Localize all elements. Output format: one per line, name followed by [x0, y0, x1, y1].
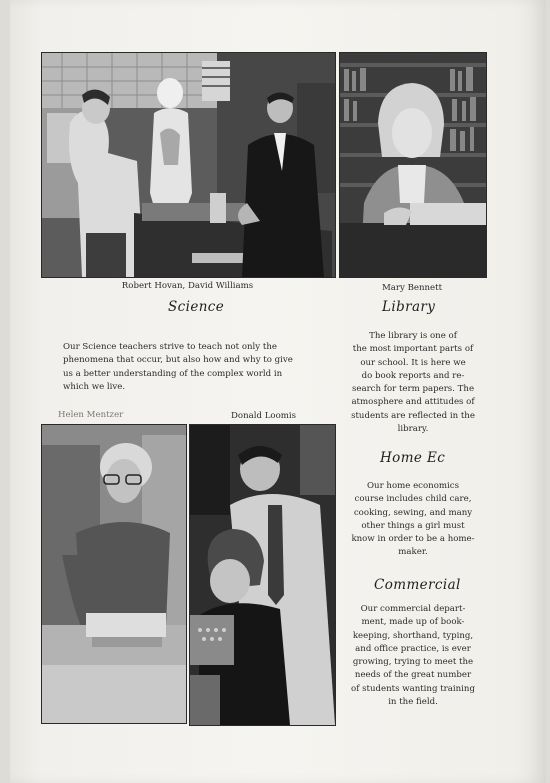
- library-photo-image: [340, 53, 486, 277]
- home-ec-text-line: maker.: [398, 547, 428, 558]
- science-heading: Science: [168, 299, 225, 315]
- commercial-text-line: and office practice, is ever: [355, 643, 471, 654]
- science-text-line: us a better understanding of the complex world in: [63, 368, 283, 379]
- library-text-line: atmosphere and attitudes of: [351, 397, 475, 408]
- library-heading: Library: [382, 299, 436, 315]
- library-photo: [339, 52, 487, 278]
- commercial-text-line: Our commercial depart-: [360, 604, 466, 614]
- library-text-line: library.: [397, 424, 429, 435]
- science-photo-image: [42, 53, 335, 277]
- library-text-line: the most important parts of: [352, 344, 474, 355]
- library-text-line: The library is one of: [369, 331, 457, 341]
- library-text-line: our school. It is here we: [360, 357, 466, 368]
- commercial-text-line: in the field.: [388, 697, 438, 708]
- science-photo: [41, 52, 336, 278]
- science-text-line: phenomena that occur, but also how and why to give: [63, 355, 293, 366]
- home-ec-text-line: other things a girl must: [361, 520, 465, 531]
- library-text-line: students are reflected in the: [351, 410, 475, 421]
- commercial-text-line: growing, trying to meet the: [352, 657, 474, 668]
- loomis-photo: [189, 424, 336, 726]
- home-ec-text-line: course includes child care,: [354, 494, 472, 505]
- library-text-line: search for term papers. The: [351, 384, 475, 395]
- commercial-text-line: ment, made up of book-: [361, 617, 465, 628]
- library-text: [342, 330, 484, 436]
- commercial-text-line: of students wanting training: [351, 683, 475, 694]
- commercial-heading: Commercial: [374, 577, 461, 593]
- mentzer-photo-caption: Helen Mentzer: [58, 410, 124, 420]
- commercial-text-line: needs of the great number: [354, 670, 472, 681]
- mentzer-photo: [41, 424, 187, 724]
- mentzer-photo-image: [42, 425, 186, 723]
- commercial-text: [342, 603, 484, 709]
- loomis-photo-image: [190, 425, 335, 725]
- home-ec-text: [342, 480, 484, 560]
- loomis-photo-caption: Donald Loomis: [231, 411, 297, 421]
- commercial-text-line: keeping, shorthand, typing,: [352, 630, 474, 641]
- library-photo-caption: Mary Bennett: [381, 283, 443, 293]
- home-ec-heading: Home Ec: [380, 450, 446, 466]
- home-ec-text-line: cooking, sewing, and many: [353, 507, 473, 518]
- home-ec-text-line: Our home economics: [367, 481, 459, 491]
- science-text-line: which we live.: [63, 381, 126, 392]
- science-text: [63, 341, 293, 394]
- library-text-line: do book reports and re-: [361, 370, 465, 381]
- home-ec-text-line: know in order to be a home-: [351, 534, 475, 545]
- science-photo-caption: Robert Hovan, David Williams: [121, 281, 254, 291]
- science-text-line: Our Science teachers strive to teach not only the: [63, 342, 277, 352]
